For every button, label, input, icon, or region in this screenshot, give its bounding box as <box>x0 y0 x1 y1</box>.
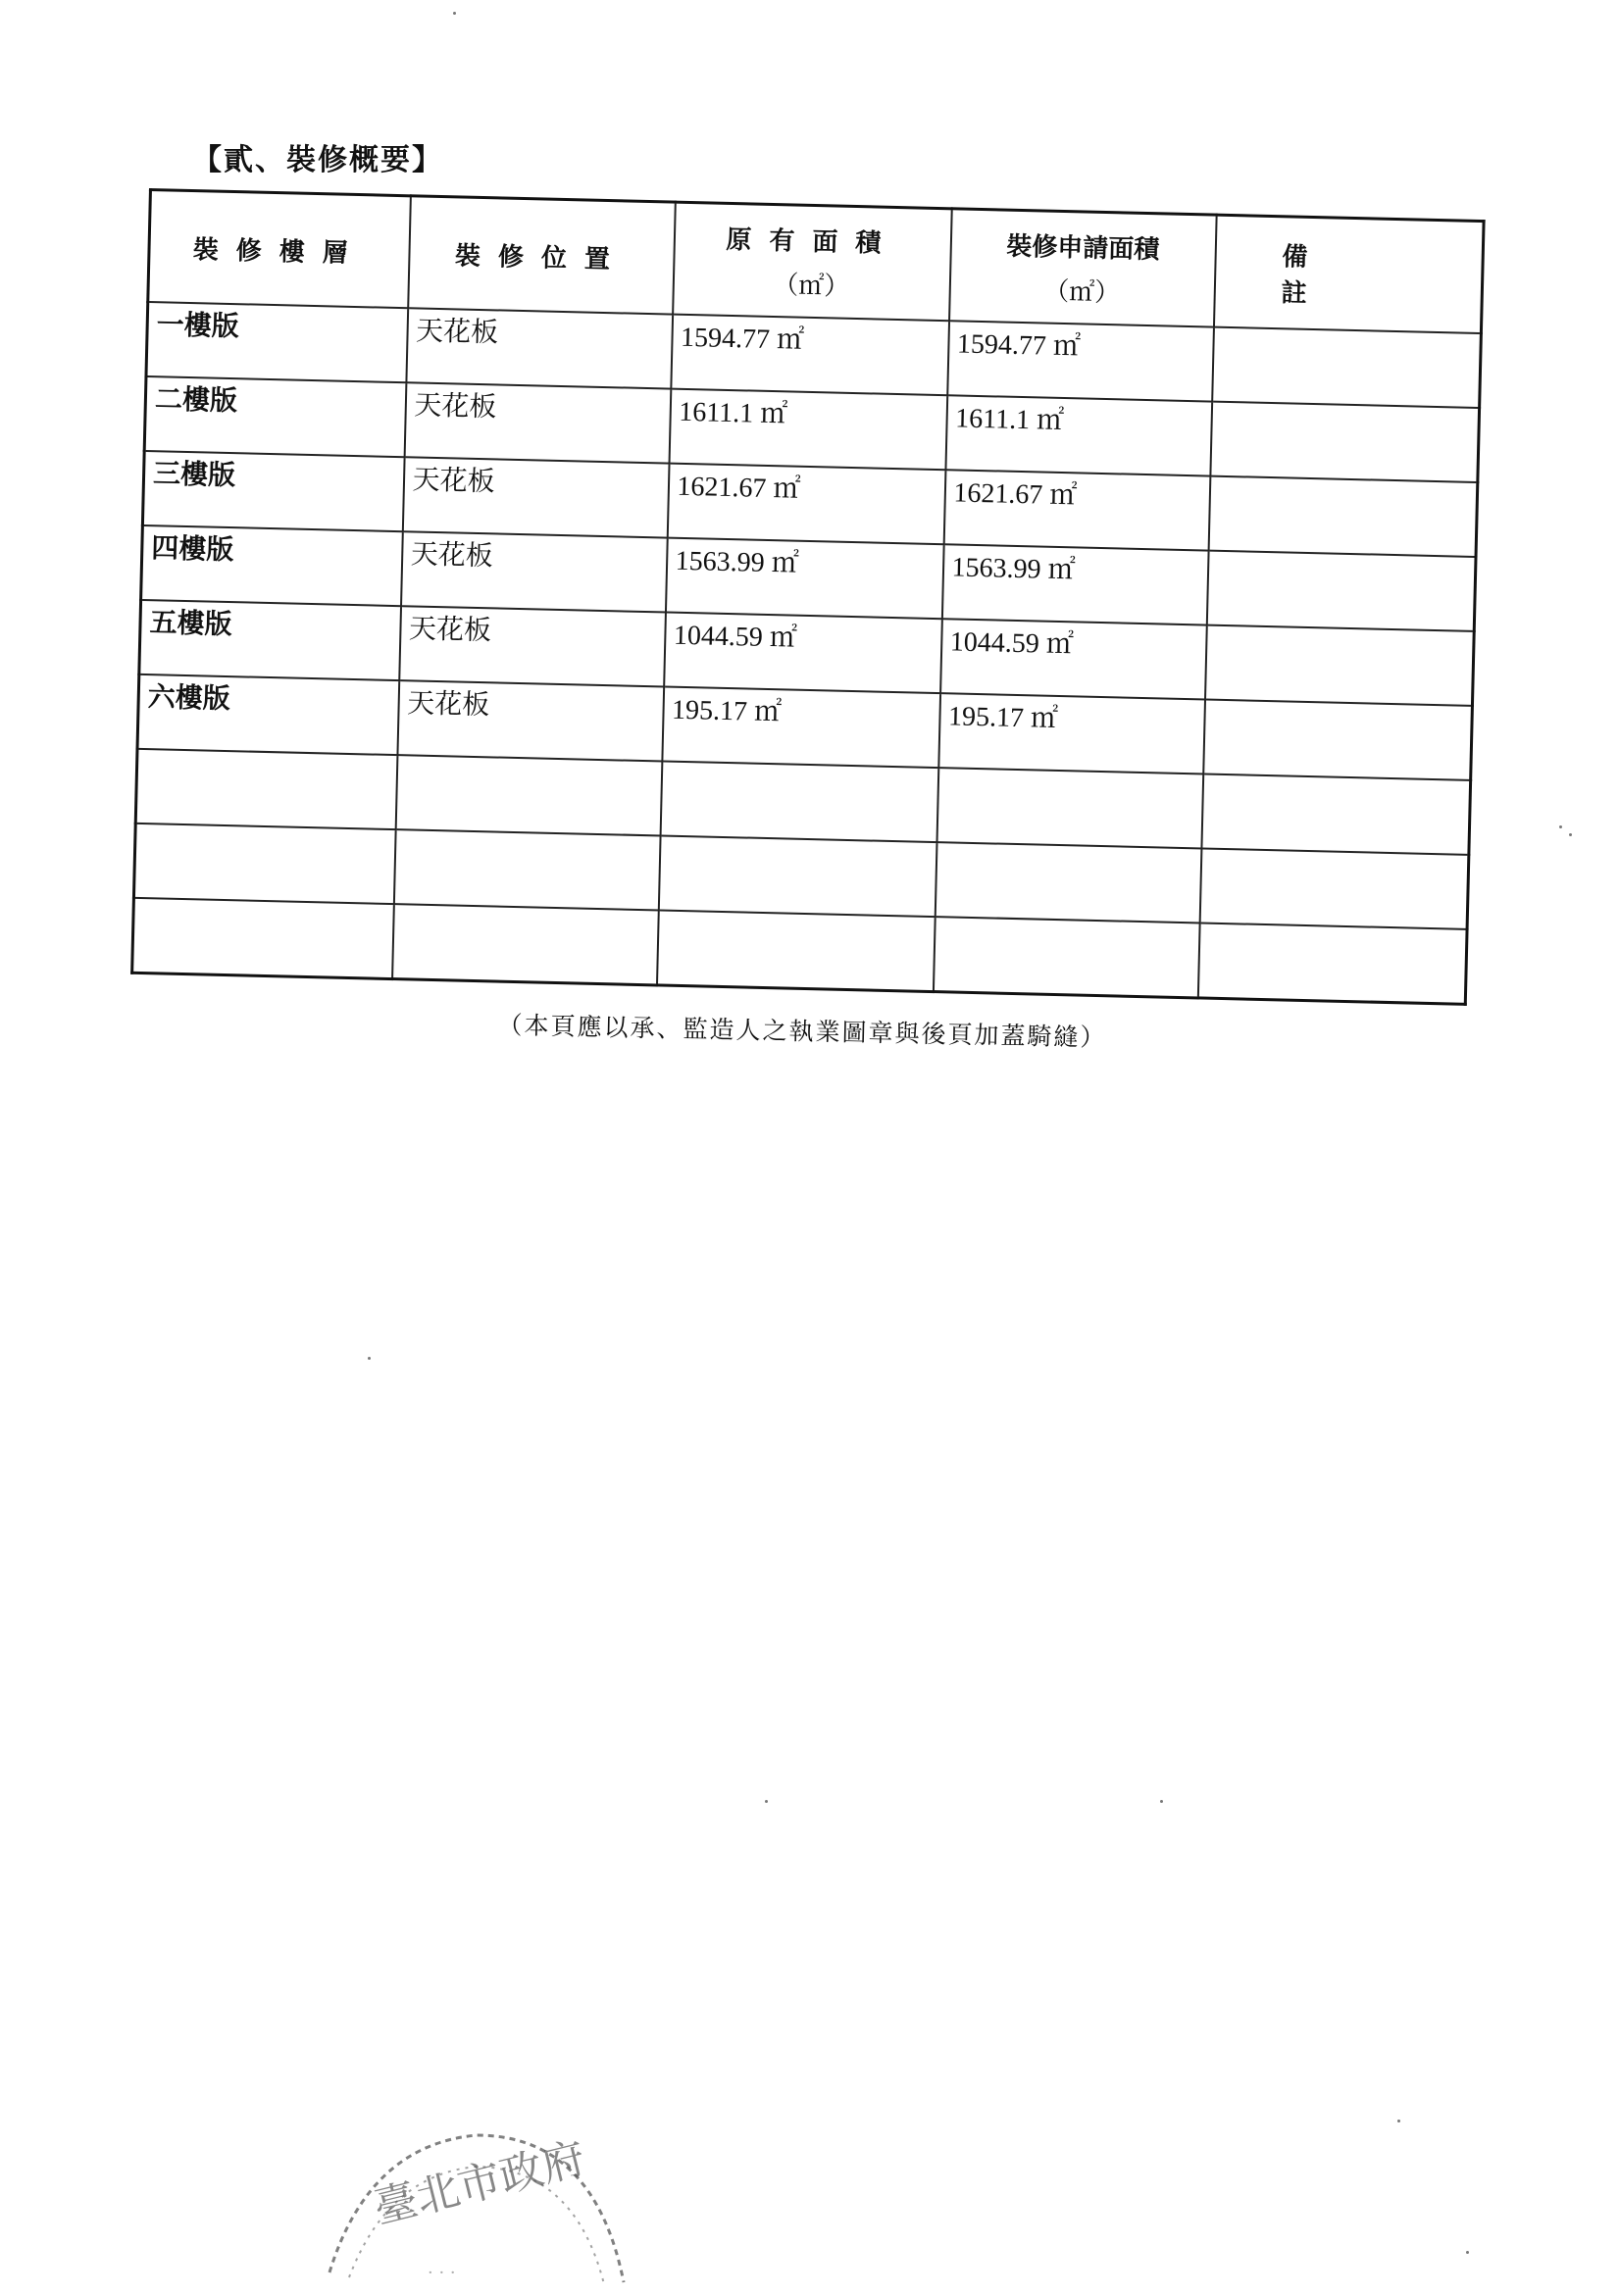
position-cell: 天花板 <box>397 680 664 761</box>
floor-cell <box>132 898 394 979</box>
remarks-cell <box>1205 625 1475 706</box>
footnote: （本頁應以承、監造人之執業圖章與後頁加蓋騎縫） <box>497 1010 1107 1052</box>
seal-graphic <box>310 2106 643 2292</box>
scan-speck <box>1397 2120 1400 2122</box>
floor-cell: 四樓版 <box>141 525 403 606</box>
applied-area-cell: 1611.1 ㎡ <box>945 395 1212 475</box>
remarks-cell <box>1208 476 1478 557</box>
remarks-cell <box>1206 551 1476 631</box>
scan-speck <box>1569 833 1572 836</box>
floor-cell: 三樓版 <box>142 451 404 531</box>
original-area-cell: 1621.67 ㎡ <box>667 464 945 545</box>
remarks-cell <box>1197 923 1467 1004</box>
scan-speck <box>765 1800 768 1803</box>
original-area-cell <box>656 910 935 991</box>
original-area-cell <box>658 835 936 917</box>
position-cell <box>393 829 660 910</box>
applied-area-cell: 1044.59 ㎡ <box>940 619 1207 699</box>
remarks-cell <box>1210 402 1480 482</box>
scan-speck <box>1466 2251 1469 2254</box>
position-cell: 天花板 <box>402 457 669 537</box>
original-area-cell: 1044.59 ㎡ <box>664 613 942 694</box>
applied-area-cell <box>936 768 1203 848</box>
floor-cell: 六樓版 <box>137 674 399 755</box>
remarks-cell <box>1212 327 1482 408</box>
header-applied-area: 裝修申請面積 （㎡） <box>949 209 1217 327</box>
svg-text:· · ·: · · · <box>428 2263 456 2283</box>
floor-cell: 五樓版 <box>139 600 401 680</box>
header-position: 裝修位置 <box>408 196 676 315</box>
applied-area-cell: 1621.67 ㎡ <box>943 470 1210 550</box>
official-seal <box>310 2106 643 2292</box>
header-floor: 裝修樓層 <box>148 190 411 309</box>
position-cell <box>392 904 659 985</box>
table-body <box>132 302 1482 1004</box>
scan-speck <box>1160 1800 1163 1803</box>
svg-text:臺北市政府: 臺北市政府 <box>369 2132 591 2234</box>
scan-speck <box>368 1357 371 1360</box>
applied-area-cell: 1563.99 ㎡ <box>941 544 1208 624</box>
position-cell: 天花板 <box>404 382 671 463</box>
floor-cell: 一樓版 <box>146 302 408 382</box>
remarks-cell <box>1199 848 1469 928</box>
original-area-cell: 195.17 ㎡ <box>662 687 940 769</box>
original-area-cell: 1563.99 ㎡ <box>665 538 943 620</box>
position-cell <box>395 755 662 835</box>
header-applied-area-unit: （㎡） <box>1042 276 1121 309</box>
scan-speck <box>1559 825 1562 828</box>
applied-area-cell <box>933 917 1199 998</box>
remarks-cell <box>1203 700 1473 780</box>
header-remarks: 備註 <box>1213 215 1484 333</box>
position-cell: 天花板 <box>406 308 673 388</box>
renovation-table-wrapper <box>130 188 1508 1006</box>
position-cell: 天花板 <box>401 531 668 612</box>
section-title: 【貳、裝修概要】 <box>192 143 443 177</box>
floor-cell: 二樓版 <box>144 376 406 457</box>
applied-area-cell: 195.17 ㎡ <box>938 693 1205 774</box>
original-area-cell: 1611.1 ㎡ <box>669 389 947 471</box>
original-area-cell: 1594.77 ㎡ <box>671 315 949 396</box>
floor-cell <box>135 749 397 829</box>
remarks-cell <box>1201 774 1471 854</box>
applied-area-cell: 1594.77 ㎡ <box>947 321 1214 401</box>
scan-speck <box>453 12 456 15</box>
original-area-cell <box>660 761 938 842</box>
position-cell: 天花板 <box>399 606 666 686</box>
renovation-summary-table <box>130 188 1486 1006</box>
header-original-area-unit: （㎡） <box>772 271 850 302</box>
header-original-area: 原有面積 （㎡） <box>673 202 952 321</box>
floor-cell <box>133 824 395 904</box>
applied-area-cell <box>935 842 1201 923</box>
